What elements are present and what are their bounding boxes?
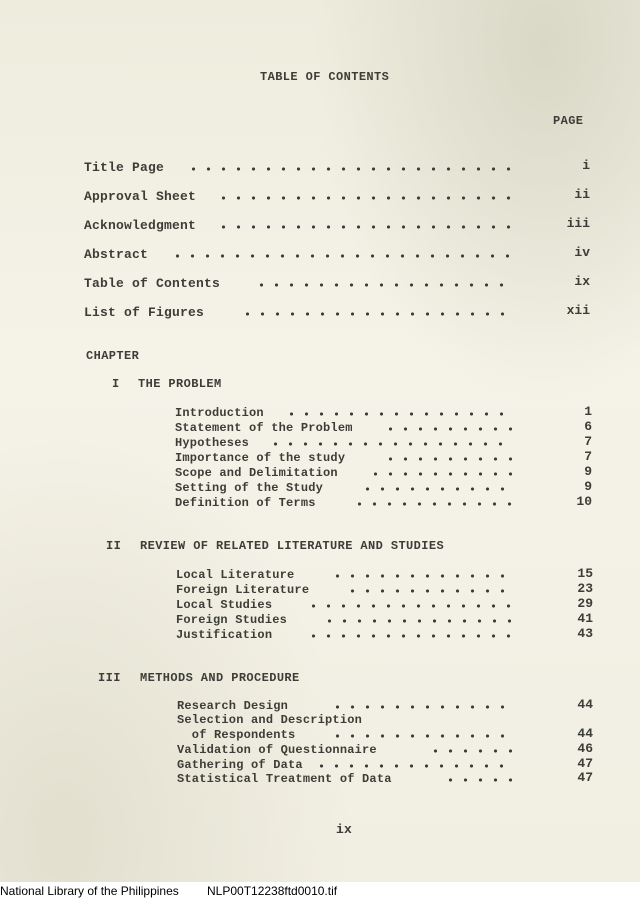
leader-dots [383,457,512,461]
chapter-title: METHODS AND PROCEDURE [140,671,300,685]
section-label: Statistical Treatment of Data [177,772,392,786]
entry-label: Abstract [84,247,149,262]
section-label: Definition of Terms [175,496,316,510]
chapter-label: CHAPTER [86,349,140,363]
section-page: 44 [577,726,593,741]
leader-dots [240,312,511,316]
section-page: 44 [577,697,593,712]
section-page: 9 [584,464,592,479]
leader-dots [383,427,512,431]
entry-label: Approval Sheet [84,189,197,204]
section-label: Justification [176,628,273,642]
section-page: 15 [577,566,593,581]
section-label: Importance of the study [175,451,346,465]
leader-dots [330,574,512,578]
chapter-numeral: II [106,539,122,553]
section-page: 29 [577,596,593,611]
section-page: 9 [584,479,592,494]
section-page: 46 [577,741,593,756]
section-label: Setting of the Study [175,481,324,495]
page-number: ix [336,822,353,837]
section-label: Statement of the Problem [175,421,353,435]
leader-dots [254,283,511,287]
section-label: Foreign Studies [176,613,288,627]
leader-dots [360,487,512,491]
leader-dots [216,225,511,229]
leader-dots [352,502,512,506]
leader-dots [322,619,512,623]
leader-dots [306,634,512,638]
entry-page: iii [566,216,590,231]
section-page: 7 [584,449,592,464]
section-page: 47 [577,756,593,771]
section-label: Introduction [175,406,264,420]
chapter-title: REVIEW OF RELATED LITERATURE AND STUDIES [140,539,445,553]
entry-label: Table of Contents [84,276,221,291]
leader-dots [216,196,511,200]
entry-label: Title Page [84,160,165,175]
leader-dots [268,442,512,446]
leader-dots [368,472,512,476]
section-page: 23 [577,581,593,596]
leader-dots [428,749,512,753]
leader-dots [170,254,511,258]
page-column-label: PAGE [553,114,584,128]
chapter-numeral: I [112,377,120,391]
section-label: Validation of Questionnaire [177,743,377,757]
chapter-title: THE PROBLEM [138,377,222,391]
section-page: 1 [584,404,592,419]
footer-filename: NLP00T12238ftd0010.tif [207,884,338,898]
section-page: 7 [584,434,592,449]
section-label: Research Design [177,699,289,713]
entry-page: i [582,158,590,173]
section-label: of Respondents [177,728,296,742]
source-footer [0,882,640,900]
section-label: Scope and Delimitation [175,466,338,480]
leader-dots [330,734,512,738]
chapter-numeral: III [98,671,121,685]
leader-dots [443,778,512,782]
entry-page: iv [574,245,590,260]
entry-label: Acknowledgment [84,218,197,233]
toc-title: TABLE OF CONTENTS [260,70,390,84]
footer-source: National Library of the Philippines [0,884,179,898]
leader-dots [284,412,512,416]
entry-label: List of Figures [84,305,205,320]
section-label: Gathering of Data [177,758,303,772]
section-page: 6 [584,419,592,434]
leader-dots [314,764,512,768]
leader-dots [345,589,512,593]
leader-dots [186,167,511,171]
section-label: Hypotheses [175,436,250,450]
section-page: 47 [577,770,593,785]
entry-page: xii [566,303,590,318]
entry-page: ii [574,187,590,202]
section-label: Foreign Literature [176,583,310,597]
section-label: Selection and Description [177,713,363,727]
section-label: Local Literature [176,568,295,582]
section-label: Local Studies [176,598,273,612]
leader-dots [306,604,512,608]
section-page: 43 [577,626,593,641]
section-page: 41 [577,611,593,626]
entry-page: ix [574,274,590,289]
leader-dots [330,705,512,709]
section-page: 10 [576,494,592,509]
